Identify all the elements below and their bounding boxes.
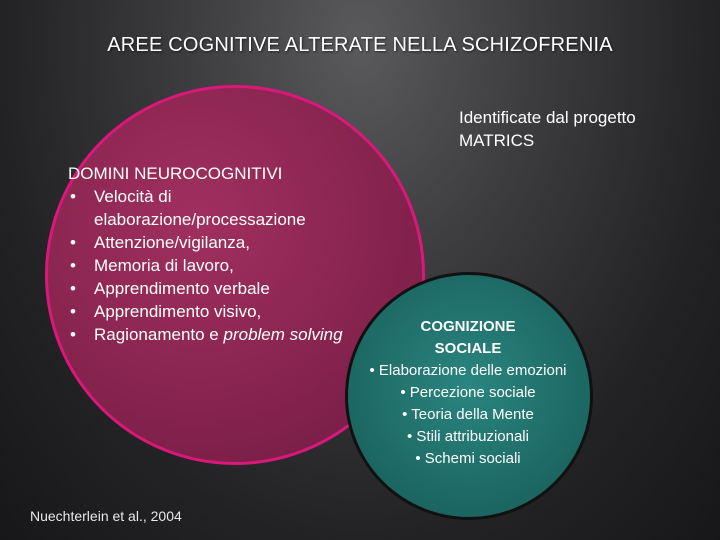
- social-cognition-list: [368, 316, 568, 470]
- social-cognition-heading-line1: COGNIZIONE: [420, 318, 516, 335]
- list-item-text: Ragionamento e: [94, 325, 219, 344]
- list-item: [68, 254, 368, 277]
- list-item: [68, 300, 368, 323]
- list-item: • Elaborazione delle emozioni: [369, 362, 567, 379]
- list-item-italic-text: problem solving: [223, 325, 343, 344]
- bullet: •: [70, 325, 76, 344]
- slide-title: AREE COGNITIVE ALTERATE NELLA SCHIZOFRENIA: [107, 34, 613, 56]
- list-item-text: Apprendimento visivo,: [94, 302, 262, 321]
- list-item: • Stili attribuzionali: [407, 428, 529, 445]
- matrics-note: [459, 106, 699, 152]
- list-item-text: Velocità di elaborazione/processazione: [94, 187, 306, 229]
- list-item-text: Memoria di lavoro,: [94, 256, 234, 275]
- list-item-text: Attenzione/vigilanza,: [94, 233, 250, 252]
- list-item: • Percezione sociale: [400, 384, 536, 401]
- neurocognitive-domains-heading: DOMINI NEUROCOGNITIVI: [68, 164, 283, 183]
- bullet: •: [70, 187, 76, 206]
- list-item: [68, 277, 368, 300]
- bullet: •: [70, 233, 76, 252]
- matrics-note-line1: Identificate dal progetto: [459, 108, 636, 127]
- list-item: [68, 323, 368, 346]
- list-item: • Schemi sociali: [415, 450, 521, 467]
- list-item: [68, 231, 368, 254]
- bullet: •: [70, 302, 76, 321]
- social-cognition-heading-line2: SOCIALE: [434, 340, 502, 357]
- bullet: •: [70, 256, 76, 275]
- neurocognitive-domains-list: [68, 162, 368, 346]
- list-item-text: Apprendimento verbale: [94, 279, 270, 298]
- list-item: • Teoria della Mente: [402, 406, 534, 423]
- list-item: [68, 185, 368, 231]
- bullet: •: [70, 279, 76, 298]
- matrics-note-line2: MATRICS: [459, 131, 535, 150]
- citation: Nuechterlein et al., 2004: [30, 508, 182, 524]
